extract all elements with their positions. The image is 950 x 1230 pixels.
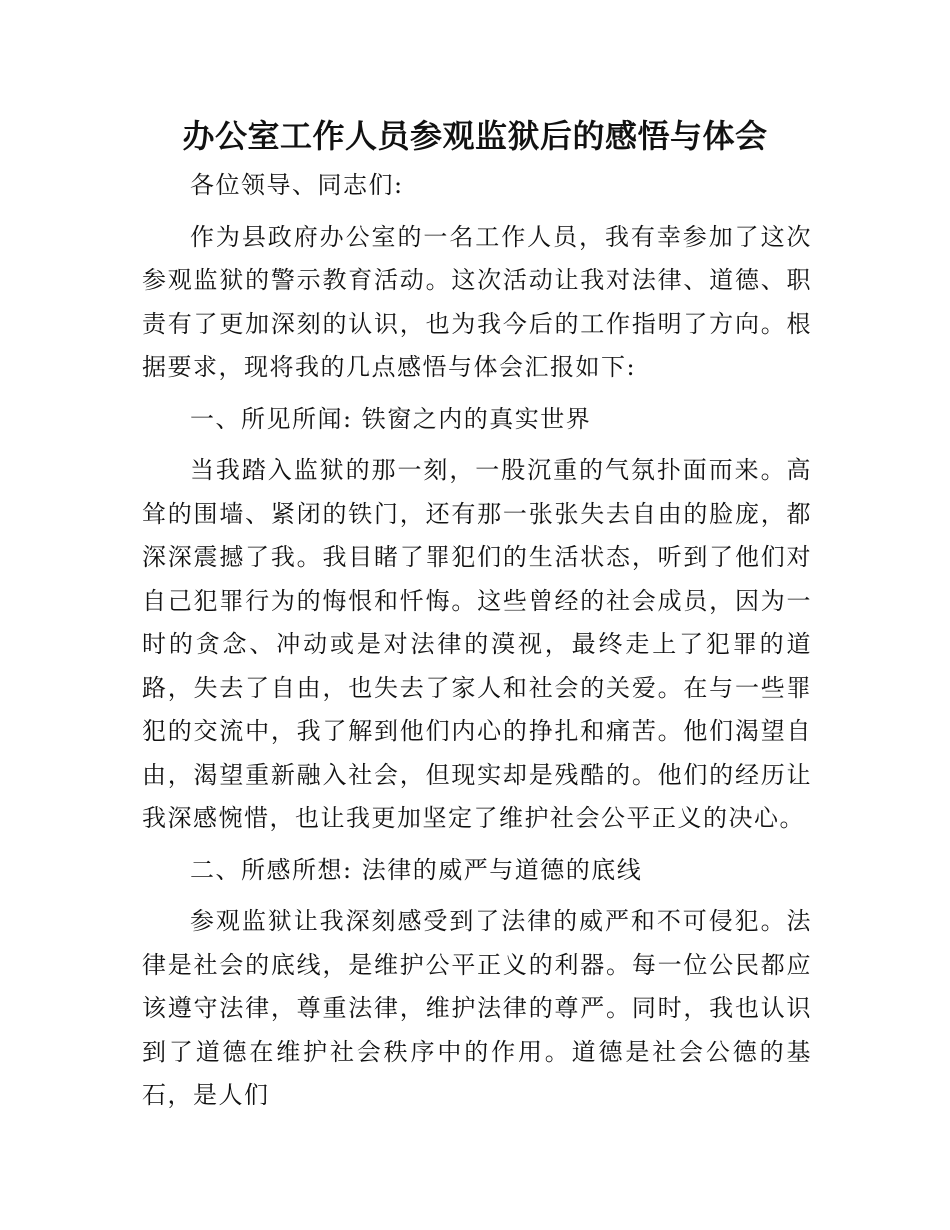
section-heading-2: 二、所感所想: 法律的威严与道德的底线 bbox=[190, 855, 643, 884]
paragraph-intro: 作为县政府办公室的一名工作人员，我有幸参加了这次参观监狱的警示教育活动。这次活动让我对法律、道德、职责有了更加深刻的认识，也为我今后的工作指明了方向。根据要求，现将我的几点感悟与体会汇报如下: bbox=[142, 222, 812, 381]
paragraph-section-1: 当我踏入监狱的那一刻，一股沉重的气氛扑面而来。高耸的围墙、紧闭的铁门，还有那一张张失去自由的脸庞，都深深震撼了我。我目睹了罪犯们的生活状态，听到了他们对自己犯罪行为的悔恨和忏悔。这些曾经的社会成员，因为一时的贪念、冲动或是对法律的漠视，最终走上了犯罪的道路，失去了自由，也失去了家人和社会的关爱。在与一些罪犯的交流中，我了解到他们内心的挣扎和痛苦。他们渴望自由，渴望重新融入社会，但现实却是残酷的。他们的经历让我深感惋惜，也让我更加坚定了维护社会公平正义的决心。 bbox=[142, 456, 812, 832]
document-body bbox=[142, 164, 812, 1126]
section-heading-1: 一、所见所闻: 铁窗之内的真实世界 bbox=[190, 404, 592, 433]
salutation: 各位领导、同志们: bbox=[190, 171, 404, 199]
paragraph-section-2: 参观监狱让我深刻感受到了法律的威严和不可侵犯。法律是社会的底线，是维护公平正义的利器。每一位公民都应该遵守法律，尊重法律，维护法律的尊严。同时，我也认识到了道德在维护社会秩序中的作用。道德是社会公德的基石，是人们 bbox=[142, 907, 812, 1109]
document-title: 办公室工作人员参观监狱后的感悟与体会 bbox=[182, 117, 768, 155]
